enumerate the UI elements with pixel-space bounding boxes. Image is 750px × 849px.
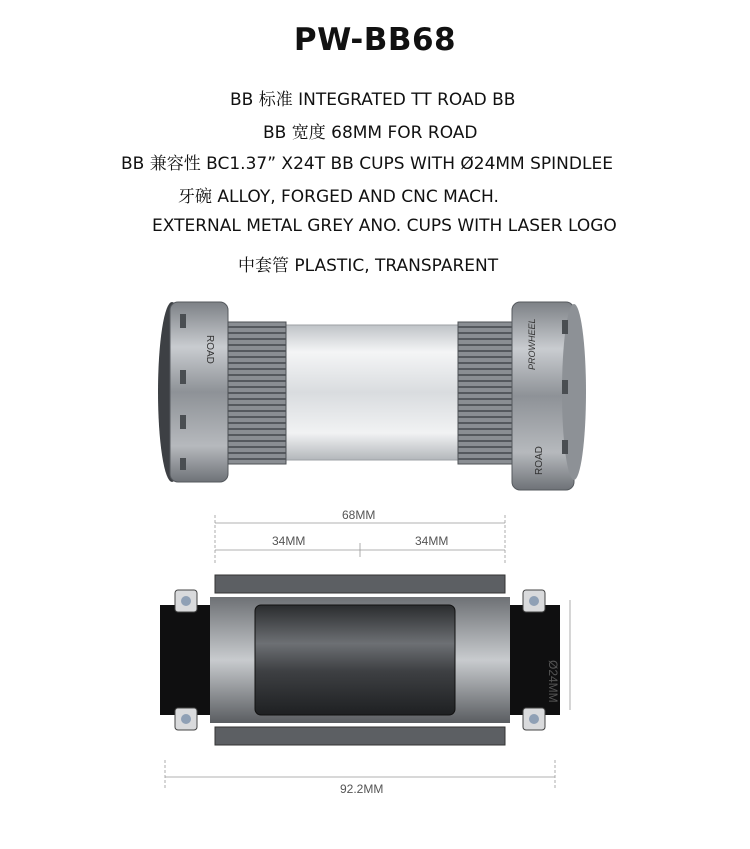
dim-left-half: 34MM	[272, 534, 306, 548]
dim-overall-width: 92.2MM	[340, 782, 384, 796]
right-cup	[458, 302, 586, 490]
brand-logo: PROWHEEL	[527, 318, 537, 370]
left-cup-label: ROAD	[204, 335, 215, 364]
spec-cup-material: 牙碗 ALLOY, FORGED AND CNC MACH.	[178, 187, 499, 207]
page-title: PW-BB68	[293, 22, 457, 58]
cross-section-diagram	[150, 505, 600, 805]
dim-spindle-diameter: Ø24MM	[546, 660, 560, 703]
dim-total-width: 68MM	[342, 508, 376, 522]
spec-cup-finish: EXTERNAL METAL GREY ANO. CUPS WITH LASER LOGO	[152, 216, 617, 236]
left-cup	[158, 302, 286, 482]
transparent-sleeve	[280, 325, 465, 460]
spec-compatibility: BB 兼容性 BC1.37” X24T BB CUPS WITH Ø24MM SPINDLEE	[121, 154, 613, 174]
spec-bb-standard: BB 标准 INTEGRATED TT ROAD BB	[230, 90, 516, 110]
dim-right-half: 34MM	[415, 534, 449, 548]
right-cup-label: ROAD	[534, 446, 545, 475]
spec-sleeve: 中套管 PLASTIC, TRANSPARENT	[238, 256, 499, 276]
spec-bb-width: BB 宽度 68MM FOR ROAD	[263, 123, 478, 143]
bottom-bracket-photo	[150, 290, 595, 500]
